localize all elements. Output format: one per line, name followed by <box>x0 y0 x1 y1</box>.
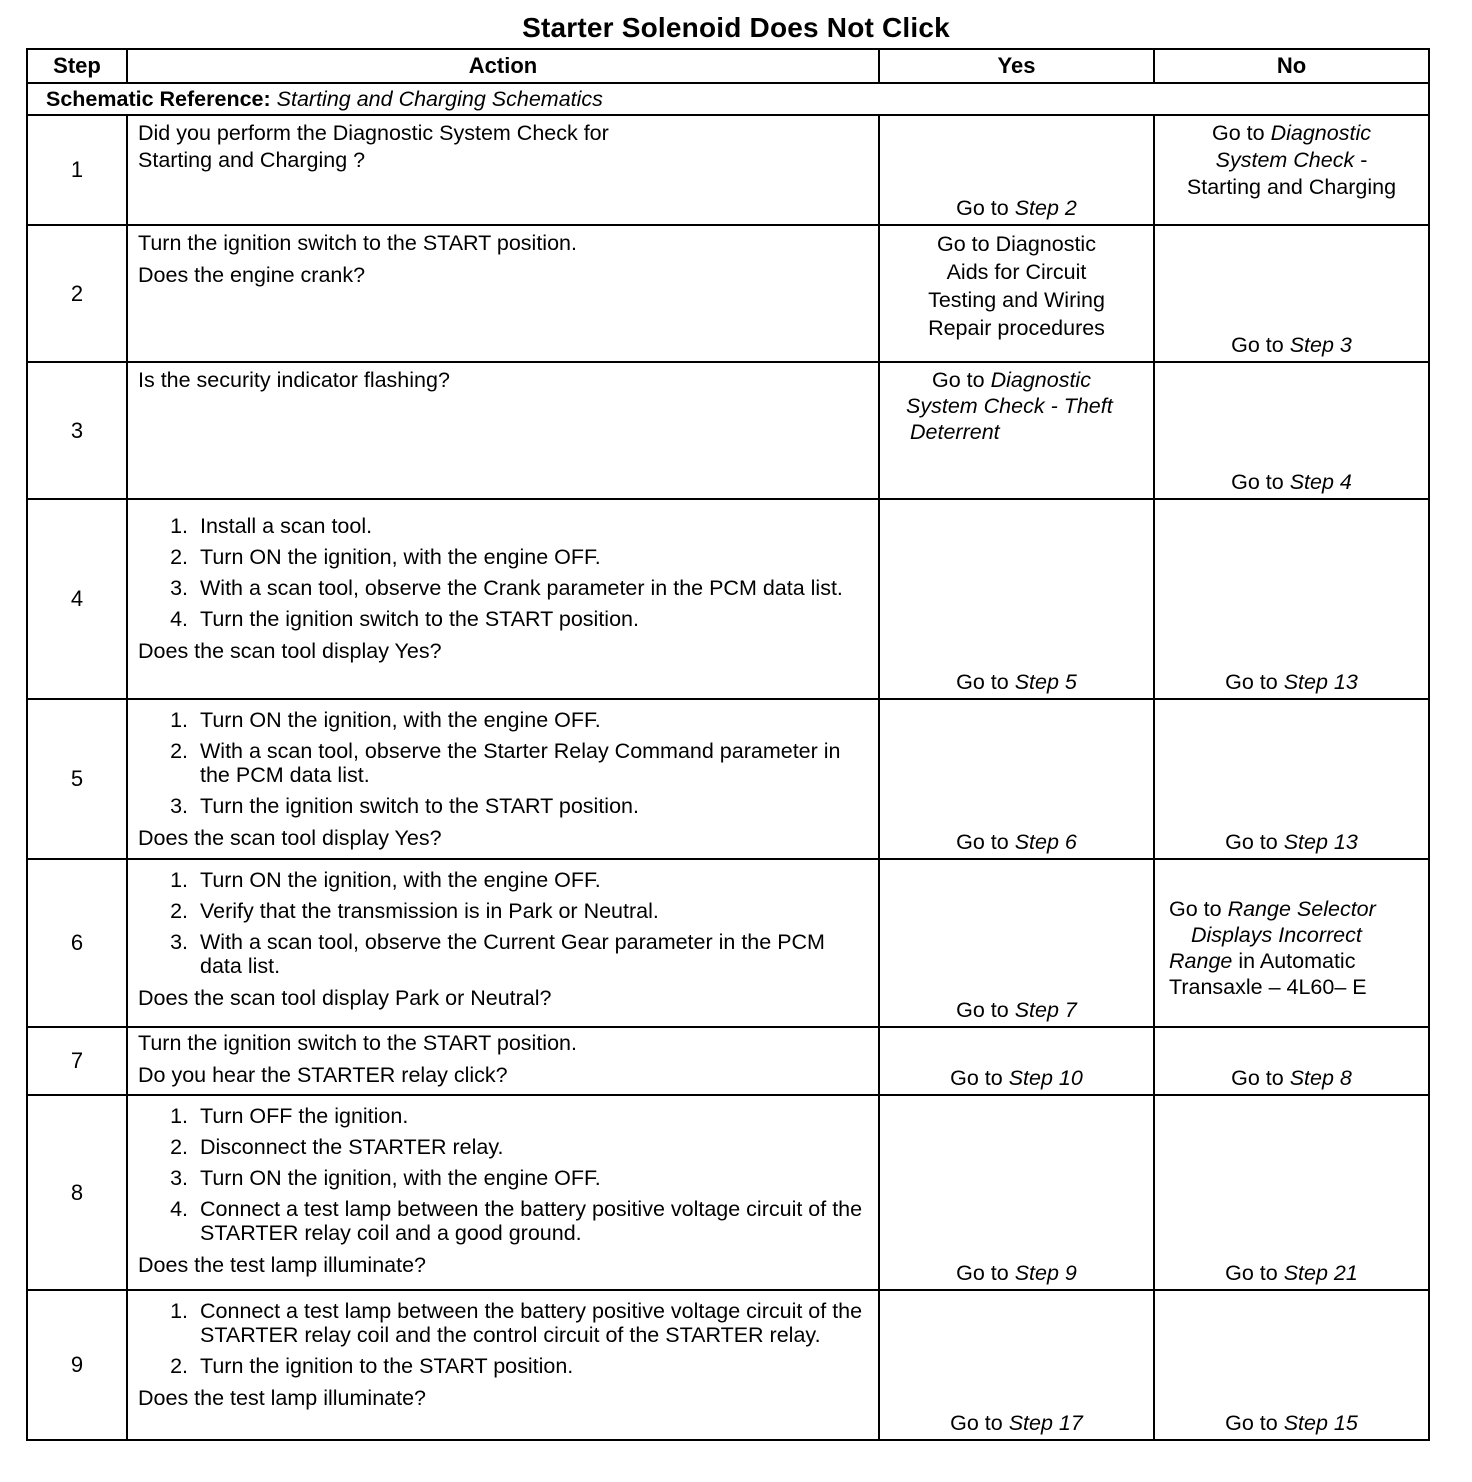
list-item: 3. Turn ON the ignition, with the engine OFF. <box>194 1166 868 1190</box>
action-question: Does the scan tool display Park or Neutral? <box>138 986 552 1010</box>
no-cell <box>1154 1095 1429 1290</box>
header-action: Action <box>127 49 879 83</box>
yes-cell <box>879 859 1154 1027</box>
table-row <box>27 1027 1429 1095</box>
yes-goto[interactable]: Go to Diagnostic System Check - Theft Deterrent <box>906 368 1113 444</box>
action-cell <box>127 1027 879 1095</box>
no-goto[interactable]: Go to Diagnostic System Check - Starting and Charging <box>1186 121 1397 199</box>
header-yes: Yes <box>879 49 1154 83</box>
action-cell <box>127 499 879 699</box>
table-row <box>27 115 1429 225</box>
yes-goto[interactable]: Go to Step 7 <box>956 998 1077 1022</box>
no-cell <box>1154 499 1429 699</box>
list-item: 3. With a scan tool, observe the Current Gear parameter in the PCM data list. <box>194 930 868 978</box>
no-cell <box>1154 115 1429 225</box>
action-question: Does the engine crank? <box>138 263 366 287</box>
yes-cell <box>879 1027 1154 1095</box>
header-row <box>27 49 1429 83</box>
no-goto[interactable]: Go to Range Selector Displays Incorrect Range in Automatic Transaxle – 4L60– E <box>1169 897 1376 999</box>
list-item: 1. Connect a test lamp between the battery positive voltage circuit of the STARTER relay coil and the control circuit of the STARTER relay. <box>194 1299 868 1347</box>
table-row <box>27 499 1429 699</box>
yes-cell <box>879 115 1154 225</box>
action-text: Did you perform the Diagnostic System Check for Starting and Charging ? <box>138 121 609 172</box>
yes-goto[interactable]: Go to Step 2 <box>956 196 1077 220</box>
step-number: 9 <box>27 1290 127 1440</box>
list-item: 1. Turn OFF the ignition. <box>194 1104 868 1128</box>
no-goto[interactable]: Go to Step 4 <box>1231 470 1352 494</box>
yes-cell <box>879 225 1154 362</box>
schematic-row <box>27 83 1429 115</box>
table-row <box>27 1290 1429 1440</box>
step-number: 2 <box>27 225 127 362</box>
yes-goto[interactable]: Go to Step 9 <box>956 1261 1077 1285</box>
action-cell <box>127 362 879 499</box>
action-cell <box>127 859 879 1027</box>
action-text: Turn the ignition switch to the START position. <box>138 1031 577 1055</box>
no-cell <box>1154 362 1429 499</box>
no-cell <box>1154 225 1429 362</box>
no-cell <box>1154 1027 1429 1095</box>
action-question: Does the scan tool display Yes? <box>138 639 442 663</box>
no-goto[interactable]: Go to Step 8 <box>1231 1066 1352 1090</box>
list-item: 2. Turn the ignition to the START position. <box>194 1354 868 1378</box>
header-step: Step <box>27 49 127 83</box>
step-number: 3 <box>27 362 127 499</box>
action-question: Does the test lamp illuminate? <box>138 1253 427 1277</box>
action-steps <box>138 514 868 631</box>
action-question: Does the scan tool display Yes? <box>138 826 442 850</box>
yes-goto[interactable]: Go to Step 6 <box>956 830 1077 854</box>
yes-goto[interactable]: Go to Step 17 <box>950 1411 1083 1435</box>
yes-goto[interactable]: Go to Step 10 <box>950 1066 1083 1090</box>
list-item: 3. With a scan tool, observe the Crank parameter in the PCM data list. <box>194 576 868 600</box>
action-cell <box>127 699 879 859</box>
action-cell <box>127 1095 879 1290</box>
action-question: Does the test lamp illuminate? <box>138 1386 427 1410</box>
schematic-reference <box>27 83 1429 115</box>
no-cell <box>1154 699 1429 859</box>
table-row <box>27 1095 1429 1290</box>
yes-cell <box>879 362 1154 499</box>
no-cell <box>1154 859 1429 1027</box>
yes-cell <box>879 1095 1154 1290</box>
table-row <box>27 859 1429 1027</box>
list-item: 1. Install a scan tool. <box>194 514 868 538</box>
action-cell <box>127 225 879 362</box>
action-text: Turn the ignition switch to the START position. <box>138 231 577 255</box>
yes-cell <box>879 1290 1154 1440</box>
list-item: 2. Verify that the transmission is in Park or Neutral. <box>194 899 868 923</box>
no-goto[interactable]: Go to Step 21 <box>1225 1261 1358 1285</box>
list-item: 4. Connect a test lamp between the battery positive voltage circuit of the STARTER relay coil and a good ground. <box>194 1197 868 1245</box>
yes-cell <box>879 699 1154 859</box>
action-question: Do you hear the STARTER relay click? <box>138 1063 508 1087</box>
action-cell <box>127 1290 879 1440</box>
step-number: 8 <box>27 1095 127 1290</box>
list-item: 1. Turn ON the ignition, with the engine OFF. <box>194 868 868 892</box>
list-item: 1. Turn ON the ignition, with the engine OFF. <box>194 708 868 732</box>
action-question: Is the security indicator flashing? <box>138 368 450 392</box>
yes-cell <box>879 499 1154 699</box>
yes-goto[interactable]: Go to Step 5 <box>956 670 1077 694</box>
no-goto[interactable]: Go to Step 3 <box>1231 333 1352 357</box>
step-number: 5 <box>27 699 127 859</box>
step-number: 1 <box>27 115 127 225</box>
action-steps <box>138 708 868 818</box>
no-goto[interactable]: Go to Step 13 <box>1225 830 1358 854</box>
list-item: 4. Turn the ignition switch to the START position. <box>194 607 868 631</box>
step-number: 7 <box>27 1027 127 1095</box>
yes-goto[interactable]: Go to Diagnostic Aids for Circuit Testing and Wiring Repair procedures <box>928 232 1105 340</box>
action-cell <box>127 115 879 225</box>
page-title: Starter Solenoid Does Not Click <box>522 12 950 43</box>
schematic-link[interactable]: Starting and Charging Schematics <box>276 86 603 111</box>
header-no: No <box>1154 49 1429 83</box>
step-number: 6 <box>27 859 127 1027</box>
no-goto[interactable]: Go to Step 15 <box>1225 1411 1358 1435</box>
list-item: 3. Turn the ignition switch to the START position. <box>194 794 868 818</box>
table-row <box>27 362 1429 499</box>
action-steps <box>138 868 868 978</box>
list-item: 2. Disconnect the STARTER relay. <box>194 1135 868 1159</box>
table-row <box>27 699 1429 859</box>
diagnostic-table <box>26 48 1430 1441</box>
list-item: 2. With a scan tool, observe the Starter Relay Command parameter in the PCM data list. <box>194 739 868 787</box>
action-steps <box>138 1104 868 1245</box>
table-row <box>27 225 1429 362</box>
no-cell <box>1154 1290 1429 1440</box>
schematic-label: Schematic Reference: <box>46 86 271 111</box>
no-goto[interactable]: Go to Step 13 <box>1225 670 1358 694</box>
step-number: 4 <box>27 499 127 699</box>
list-item: 2. Turn ON the ignition, with the engine OFF. <box>194 545 868 569</box>
action-steps <box>138 1299 868 1378</box>
